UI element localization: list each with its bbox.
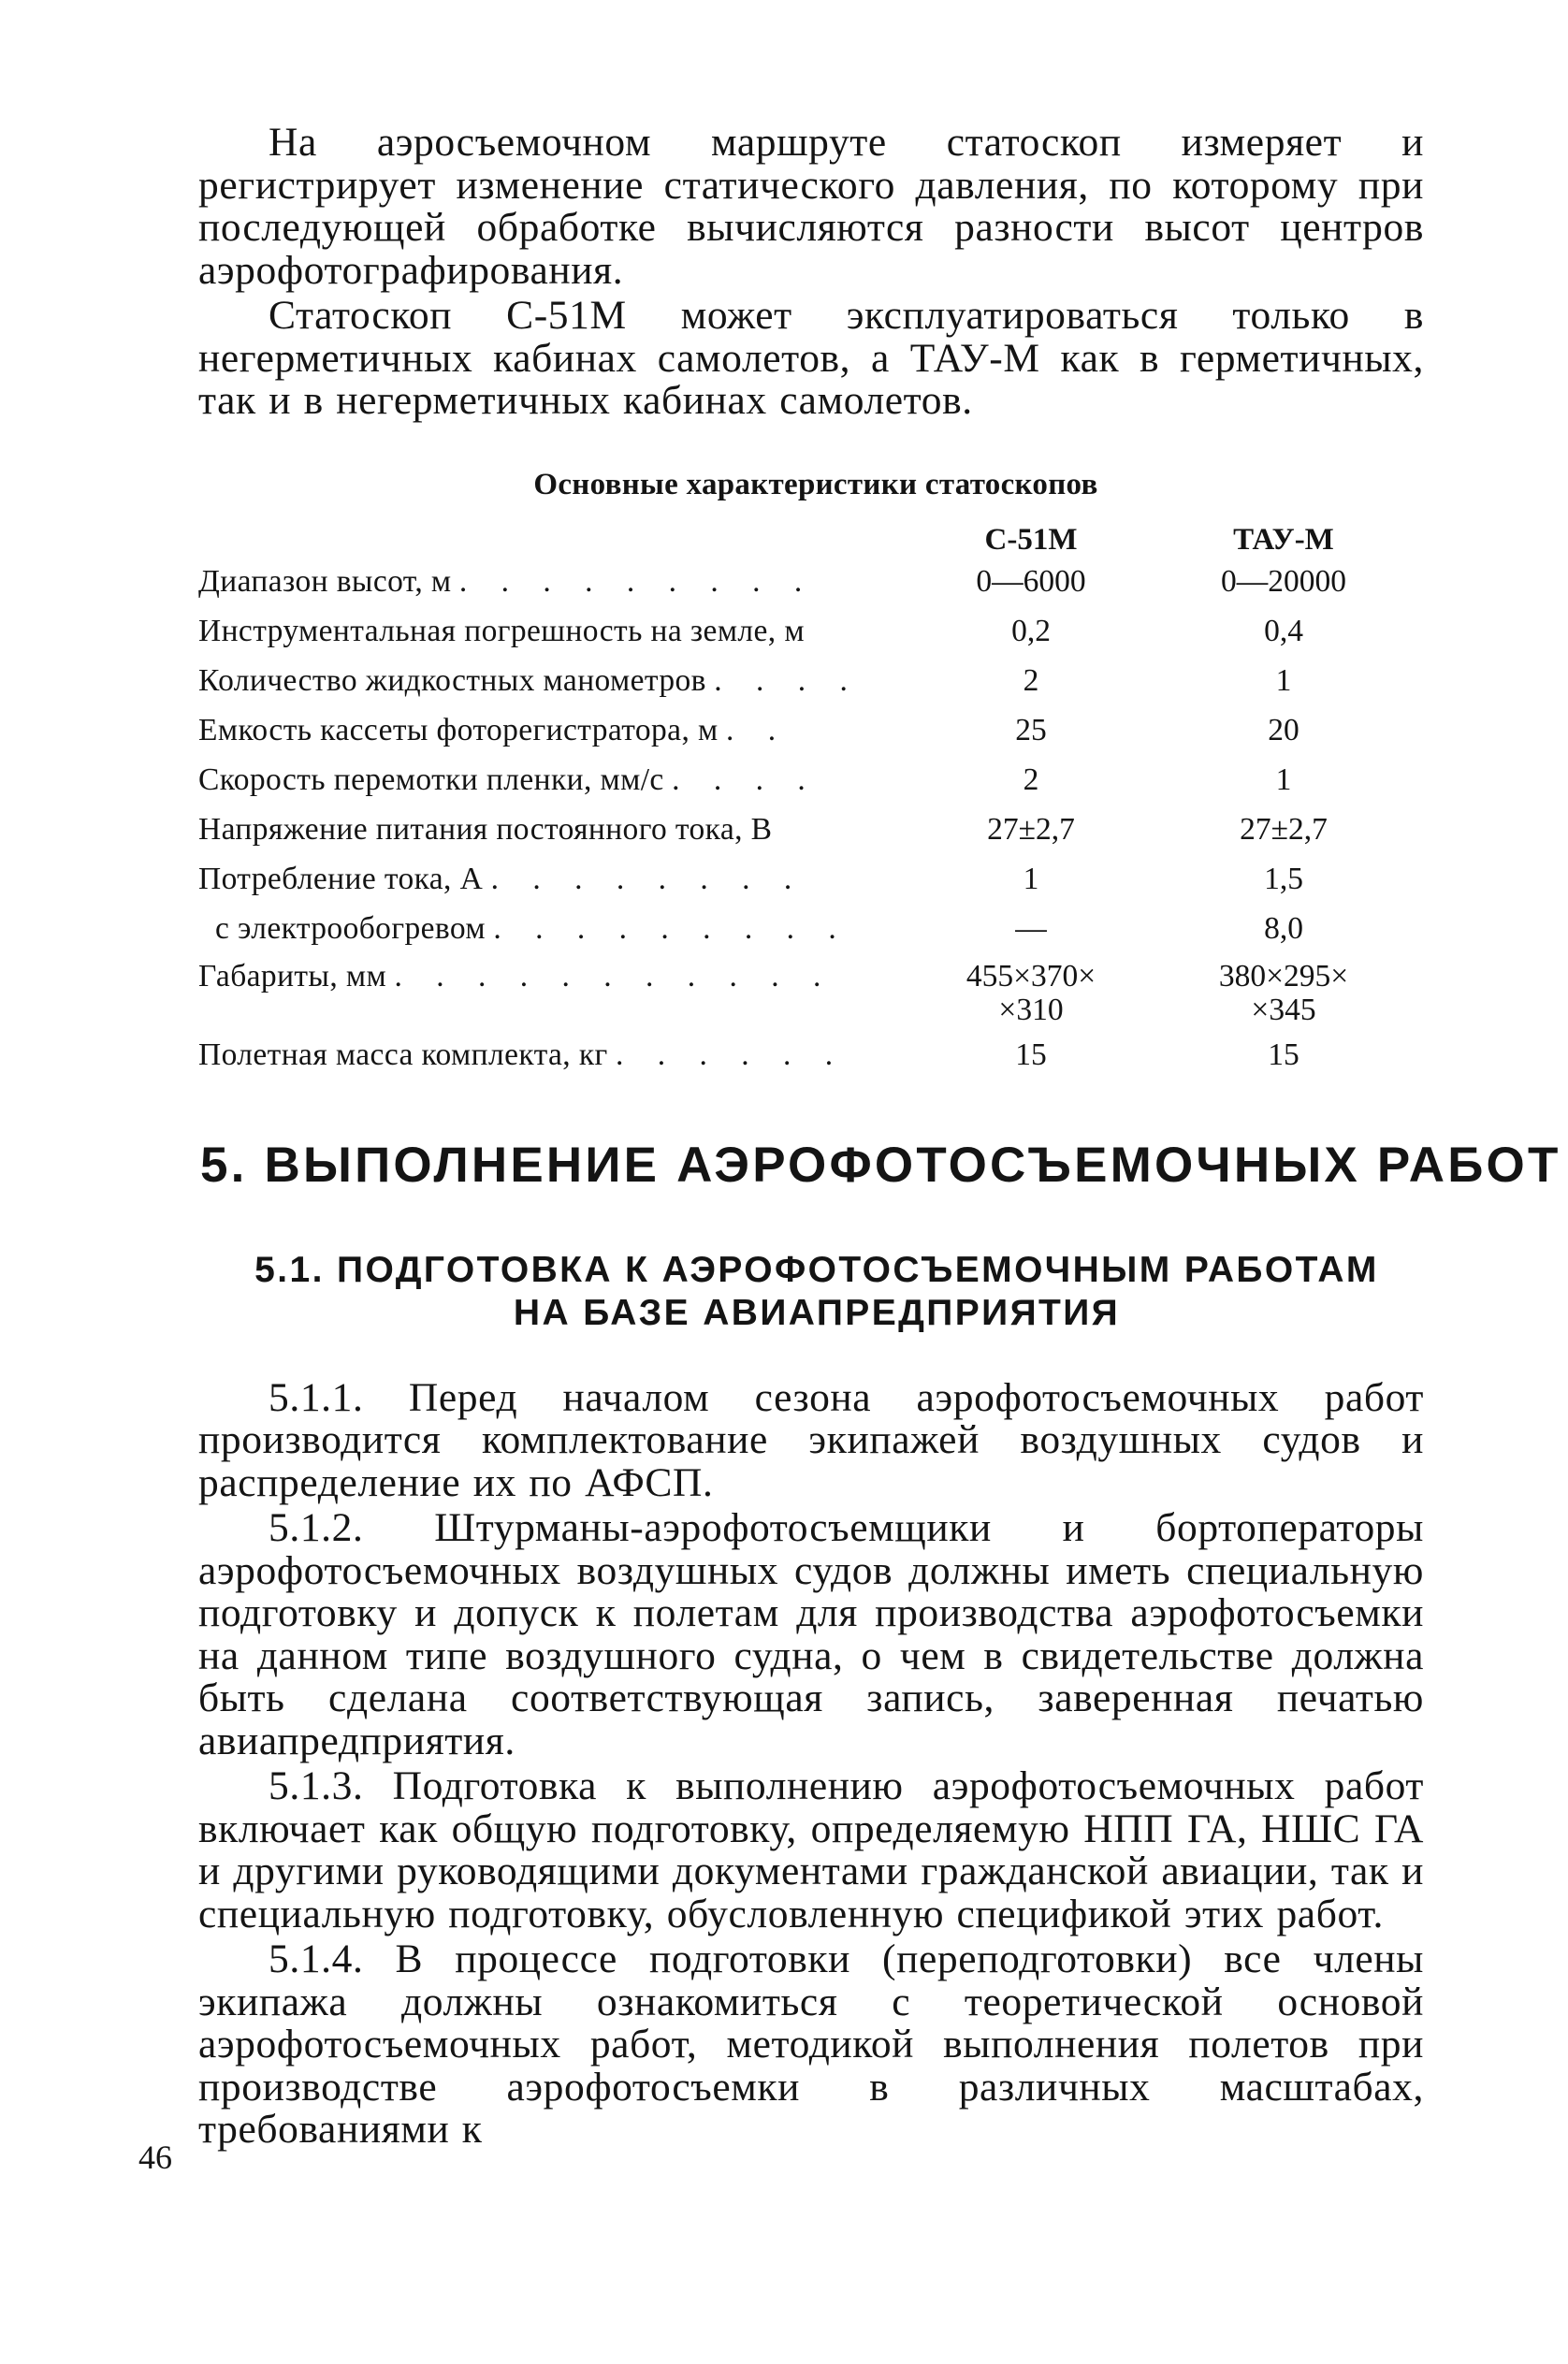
row-label-cell	[198, 712, 919, 761]
row-label-cell	[198, 910, 919, 960]
section-heading	[198, 1249, 1424, 1335]
value-c51m: 25	[1015, 712, 1047, 747]
row-label: Напряжение питания постоянного тока, В	[198, 811, 773, 847]
row-label-cell	[198, 613, 919, 662]
value-c51m: 0,2	[1011, 613, 1051, 648]
row-leader-dots: . . . . . . . . .	[458, 563, 816, 599]
value-c51m-line-1: 455×370×	[965, 958, 1096, 993]
clause-paragraph: 5.1.4. В процессе подготовки (переподготовки) все члены экипажа должны ознакомиться с теоретической основой аэрофотосъемочных работ, методикой выполнения полетов при производстве аэрофотосъемки в различных масштабах, требованиями к	[198, 1936, 1424, 2152]
specs-table	[198, 520, 1424, 1086]
page-content	[198, 120, 1561, 2152]
value-taum: 27±2,7	[1240, 811, 1328, 847]
value-taum: 20	[1268, 712, 1299, 747]
row-label-cell	[198, 662, 919, 712]
table-row	[198, 613, 1424, 662]
row-label-cell	[198, 811, 919, 861]
row-leader-dots: . . . .	[672, 761, 819, 797]
row-leader-dots: . . . . . .	[616, 1037, 847, 1072]
section-heading-line-2: НА БАЗЕ АВИАПРЕДПРИЯТИЯ	[513, 1292, 1121, 1333]
table-row	[198, 861, 1424, 910]
row-label-cell	[198, 861, 919, 910]
clause-paragraph: 5.1.2. Штурманы-аэрофотосъемщики и бортоператоры аэрофотосъемочных воздушных судов должны иметь специальную подготовку и допуск к полетам для производства аэрофотосъемки на данном типе воздушного судна, о чем в свидетельстве должна быть сделана соответствующая запись, заверенная печатью авиапредприятия.	[198, 1505, 1424, 1763]
row-label: Полетная масса комплекта, кг	[198, 1037, 608, 1072]
value-taum: 8,0	[1264, 910, 1303, 946]
table-row	[198, 761, 1424, 811]
row-label: Количество жидкостных манометров	[198, 662, 706, 698]
value-c51m-line-2: ×310	[998, 992, 1064, 1027]
row-label-cell	[198, 563, 919, 613]
row-label-cell	[198, 1037, 919, 1086]
row-label: Емкость кассеты фоторегистратора, м	[198, 712, 719, 747]
column-header-c51m: С-51М	[984, 522, 1078, 557]
intro-paragraph: Статоскоп С-51М может эксплуатироваться только в негерметичных кабинах самолетов, а ТАУ-М как в герметичных, так и в негерметичных кабинах самолетов.	[198, 293, 1424, 423]
value-taum: 15	[1268, 1037, 1299, 1072]
value-taum: 1,5	[1264, 861, 1303, 896]
value-c51m: 2	[1023, 761, 1039, 797]
value-c51m: 1	[1023, 861, 1039, 896]
column-header-taum: ТАУ-М	[1233, 522, 1334, 557]
row-label: Инструментальная погрешность на земле, м	[198, 613, 805, 648]
row-label: Скорость перемотки пленки, мм/с	[198, 761, 664, 797]
row-leader-dots: . .	[725, 712, 790, 747]
value-taum-line-1: 380×295×	[1218, 958, 1349, 993]
value-taum: 1	[1275, 662, 1292, 698]
value-c51m: 27±2,7	[987, 811, 1075, 847]
value-taum	[1143, 960, 1424, 1037]
value-taum: 0—20000	[1221, 563, 1346, 599]
value-c51m	[919, 960, 1143, 1037]
table-header-row	[198, 520, 1424, 563]
table-title: Основные характеристики статоскопов	[533, 467, 1098, 501]
row-leader-dots: . . . . . . . . . . .	[394, 959, 835, 993]
row-label: Потребление тока, А	[198, 861, 484, 896]
chapter-heading: 5. ВЫПОЛНЕНИЕ АЭРОФОТОСЪЕМОЧНЫХ РАБОТ	[200, 1137, 1561, 1193]
value-taum-line-2: ×345	[1251, 992, 1316, 1027]
value-c51m: 2	[1023, 662, 1039, 698]
table-row	[198, 811, 1424, 861]
row-label-cell	[198, 960, 919, 1037]
clause-paragraph: 5.1.3. Подготовка к выполнению аэрофотосъемочных работ включает как общую подготовку, определяемую НПП ГА, НШС ГА и другими руководящими документами гражданской авиации, так и специальную подготовку, обусловленную спецификой этих работ.	[198, 1763, 1424, 1936]
page-number: 46	[138, 2139, 172, 2176]
table-header-empty	[198, 520, 919, 563]
table-row	[198, 910, 1424, 960]
row-leader-dots: . . . . . . . .	[490, 861, 806, 896]
table-row	[198, 712, 1424, 761]
table-row	[198, 563, 1424, 613]
row-label-cell	[198, 761, 919, 811]
value-c51m: 0—6000	[976, 563, 1086, 599]
intro-paragraph: На аэросъемочном маршруте статоскоп измеряет и регистрирует изменение статического давления, по которому при последующей обработке вычисляются разности высот центров аэрофотографирования.	[198, 120, 1424, 293]
table-row	[198, 662, 1424, 712]
value-c51m: —	[1015, 910, 1047, 946]
row-label: Габариты, мм	[198, 959, 387, 993]
clause-paragraph: 5.1.1. Перед началом сезона аэрофотосъемочных работ производится комплектование экипажей воздушных судов и распределение их по АФСП.	[198, 1374, 1424, 1505]
value-taum: 0,4	[1264, 613, 1303, 648]
table-row	[198, 960, 1424, 1037]
section-heading-line-1: 5.1. ПОДГОТОВКА К АЭРОФОТОСЪЕМОЧНЫМ РАБОТАМ	[254, 1249, 1379, 1290]
row-label: с электрообогревом	[215, 910, 486, 946]
row-label: Диапазон высот, м	[198, 563, 452, 599]
row-leader-dots: . . . .	[714, 662, 861, 698]
value-c51m: 15	[1015, 1037, 1047, 1072]
value-taum: 1	[1275, 761, 1292, 797]
table-row	[198, 1037, 1424, 1086]
row-leader-dots: . . . . . . . . .	[493, 910, 849, 946]
